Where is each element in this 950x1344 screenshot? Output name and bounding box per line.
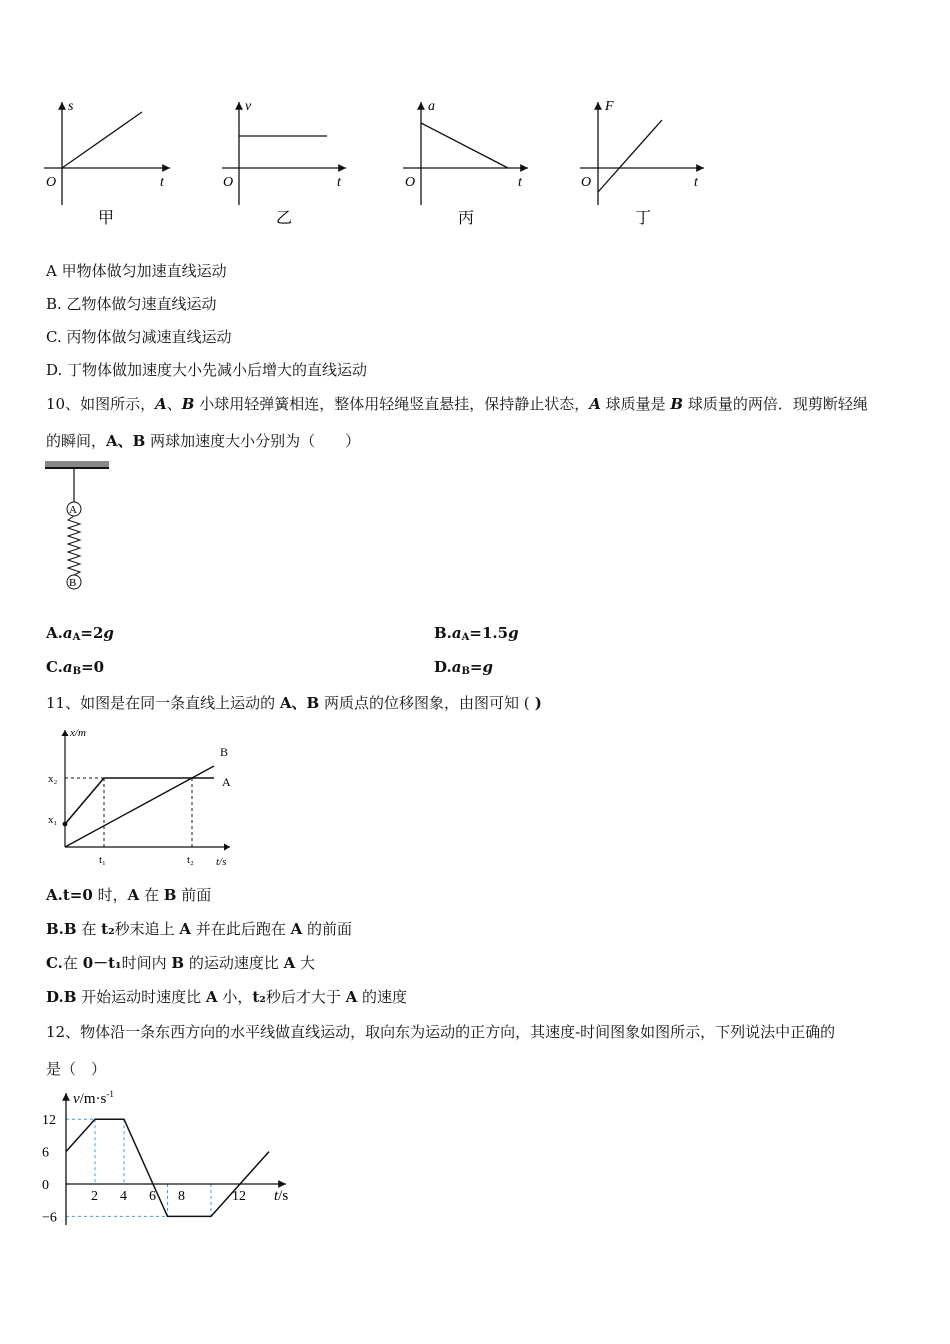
- graph-jia-xlabel: t: [160, 175, 164, 190]
- graph-jia-caption: 甲: [98, 210, 115, 227]
- graph-ding-origin: O: [581, 175, 592, 190]
- graph-yi-caption: 乙: [276, 210, 293, 227]
- q10-stem-line1: [46, 393, 868, 414]
- q11-x2-label: x₂: [48, 773, 58, 785]
- q11-option-a[interactable]: A.t=0 时，A 在 B 前面: [46, 886, 212, 904]
- q11-text: 两质点的位移图象，由图可知 (: [319, 694, 530, 712]
- vt-xlabel: t/s: [274, 1188, 289, 1204]
- q9-option-b[interactable]: B. 乙物体做匀速直线运动: [46, 295, 217, 313]
- vt-ylabel: $v/m\cdot s^{-1}$: [73, 1089, 114, 1107]
- graph-ding-caption: 丁: [635, 210, 652, 227]
- graph-yi-ylabel: v: [245, 99, 252, 114]
- graph-bing-xlabel: t: [518, 175, 522, 190]
- q10-var-a: A: [155, 395, 167, 413]
- vt-xtick-label: 8: [178, 1189, 185, 1204]
- q11-option-c[interactable]: C.在 0－t₁时间内 B 的运动速度比 A 大: [46, 954, 316, 972]
- graph-bing-ylabel: a: [428, 99, 435, 114]
- q11-text: A、B: [279, 694, 320, 712]
- q10-option-a[interactable]: $A.a_A=2g$: [46, 624, 114, 643]
- vt-ytick-label: 12: [42, 1113, 56, 1129]
- graph-bing-origin: O: [405, 175, 416, 190]
- graph-ding: [580, 99, 704, 227]
- vt-ytick-label: −6: [42, 1210, 57, 1226]
- graph-bing: [403, 99, 528, 227]
- q10-var-a: A: [106, 432, 118, 450]
- graph-bing-line: [421, 123, 508, 168]
- q11-option-b[interactable]: B.B 在 t₂秒末追上 A 并在此后跑在 A 的前面: [46, 920, 353, 938]
- q11-t2-label: t₂: [187, 854, 194, 866]
- vt-guide-lines: [66, 1119, 211, 1216]
- graph-jia: [44, 99, 170, 227]
- q12-stem-line1: 12、物体沿一条东西方向的水平线做直线运动，取向东为运动的正方向，其速度-时间图象如图所示，下列说法中正确的: [46, 1023, 836, 1041]
- vt-ytick-label: 0: [42, 1178, 49, 1193]
- graph-yi-origin: O: [223, 175, 234, 190]
- q10-text: 球质量的两倍．现剪断轻绳: [683, 395, 868, 413]
- graph-jia-origin: O: [46, 175, 57, 190]
- graph-ding-ylabel: F: [605, 99, 614, 114]
- q11-ylabel: x/m: [70, 727, 86, 739]
- q11-xlabel: t/s: [216, 856, 227, 868]
- vt-xtick-label: 6: [149, 1189, 156, 1204]
- q11-text: 11、如图是在同一条直线上运动的: [46, 694, 280, 712]
- q10-text: 10、如图所示，: [46, 395, 156, 413]
- q10-option-d[interactable]: $D.a_B=g$: [434, 658, 493, 677]
- q11-xt-graph: [40, 722, 250, 872]
- q10-text: 小球用轻弹簧相连，整体用轻绳竖直悬挂，保持静止状态，: [194, 395, 590, 413]
- ball-a-label: A: [69, 504, 77, 516]
- q10-text: 的瞬间，: [46, 432, 107, 450]
- q11-t1-label: t₁: [99, 854, 106, 866]
- vt-xtick-label: 12: [232, 1189, 246, 1204]
- q9-option-c[interactable]: C. 丙物体做匀减速直线运动: [46, 328, 232, 346]
- graph-jia-line: [62, 112, 142, 168]
- q11-label-b: B: [220, 745, 229, 759]
- q10-sep: 、: [117, 432, 133, 450]
- graph-yi: [222, 99, 346, 227]
- vt-ytick-label: 6: [42, 1145, 49, 1161]
- q12-vt-chart: [40, 1085, 310, 1235]
- ceiling-bar: [45, 461, 109, 467]
- q10-text: 两球加速度大小分别为（ ）: [145, 432, 361, 450]
- spring: [68, 516, 80, 575]
- graph-bing-caption: 丙: [458, 210, 475, 227]
- q10-text: 球质量是: [600, 395, 671, 413]
- q10-var-a: A: [589, 395, 601, 413]
- vt-xtick-label: 4: [120, 1189, 127, 1204]
- q10-var-b: B: [181, 395, 195, 413]
- q10-var-b: B: [132, 432, 146, 450]
- q11-stem: [46, 692, 542, 713]
- q11-x1-label: x₁: [48, 814, 58, 826]
- vt-xtick-label: 2: [91, 1189, 98, 1204]
- q10-option-c[interactable]: $C.a_B=0$: [46, 658, 105, 677]
- graph-ding-line: [598, 120, 662, 192]
- q10-var-b: B: [670, 395, 684, 413]
- q12-stem-line2: 是（ ）: [46, 1060, 107, 1078]
- q10-option-b[interactable]: $B.a_A=1.5g$: [434, 624, 519, 643]
- motion-graphs-figure: [0, 90, 760, 240]
- graph-yi-xlabel: t: [337, 175, 341, 190]
- spring-figure: [40, 458, 130, 598]
- q10-sep: 、: [166, 395, 182, 413]
- graph-jia-ylabel: s: [68, 99, 74, 114]
- q10-stem-line2: [46, 430, 360, 451]
- q11-option-d[interactable]: D.B 开始运动时速度比 A 小，t₂秒后才大于 A 的速度: [46, 988, 408, 1006]
- q9-option-d[interactable]: D. 丁物体做加速度大小先减小后增大的直线运动: [46, 361, 368, 379]
- ball-b-label: B: [69, 577, 77, 589]
- q11-text: ): [529, 694, 542, 712]
- graph-ding-xlabel: t: [694, 175, 698, 190]
- q9-option-a[interactable]: A 甲物体做匀加速直线运动: [46, 262, 227, 280]
- q11-label-a: A: [222, 775, 231, 789]
